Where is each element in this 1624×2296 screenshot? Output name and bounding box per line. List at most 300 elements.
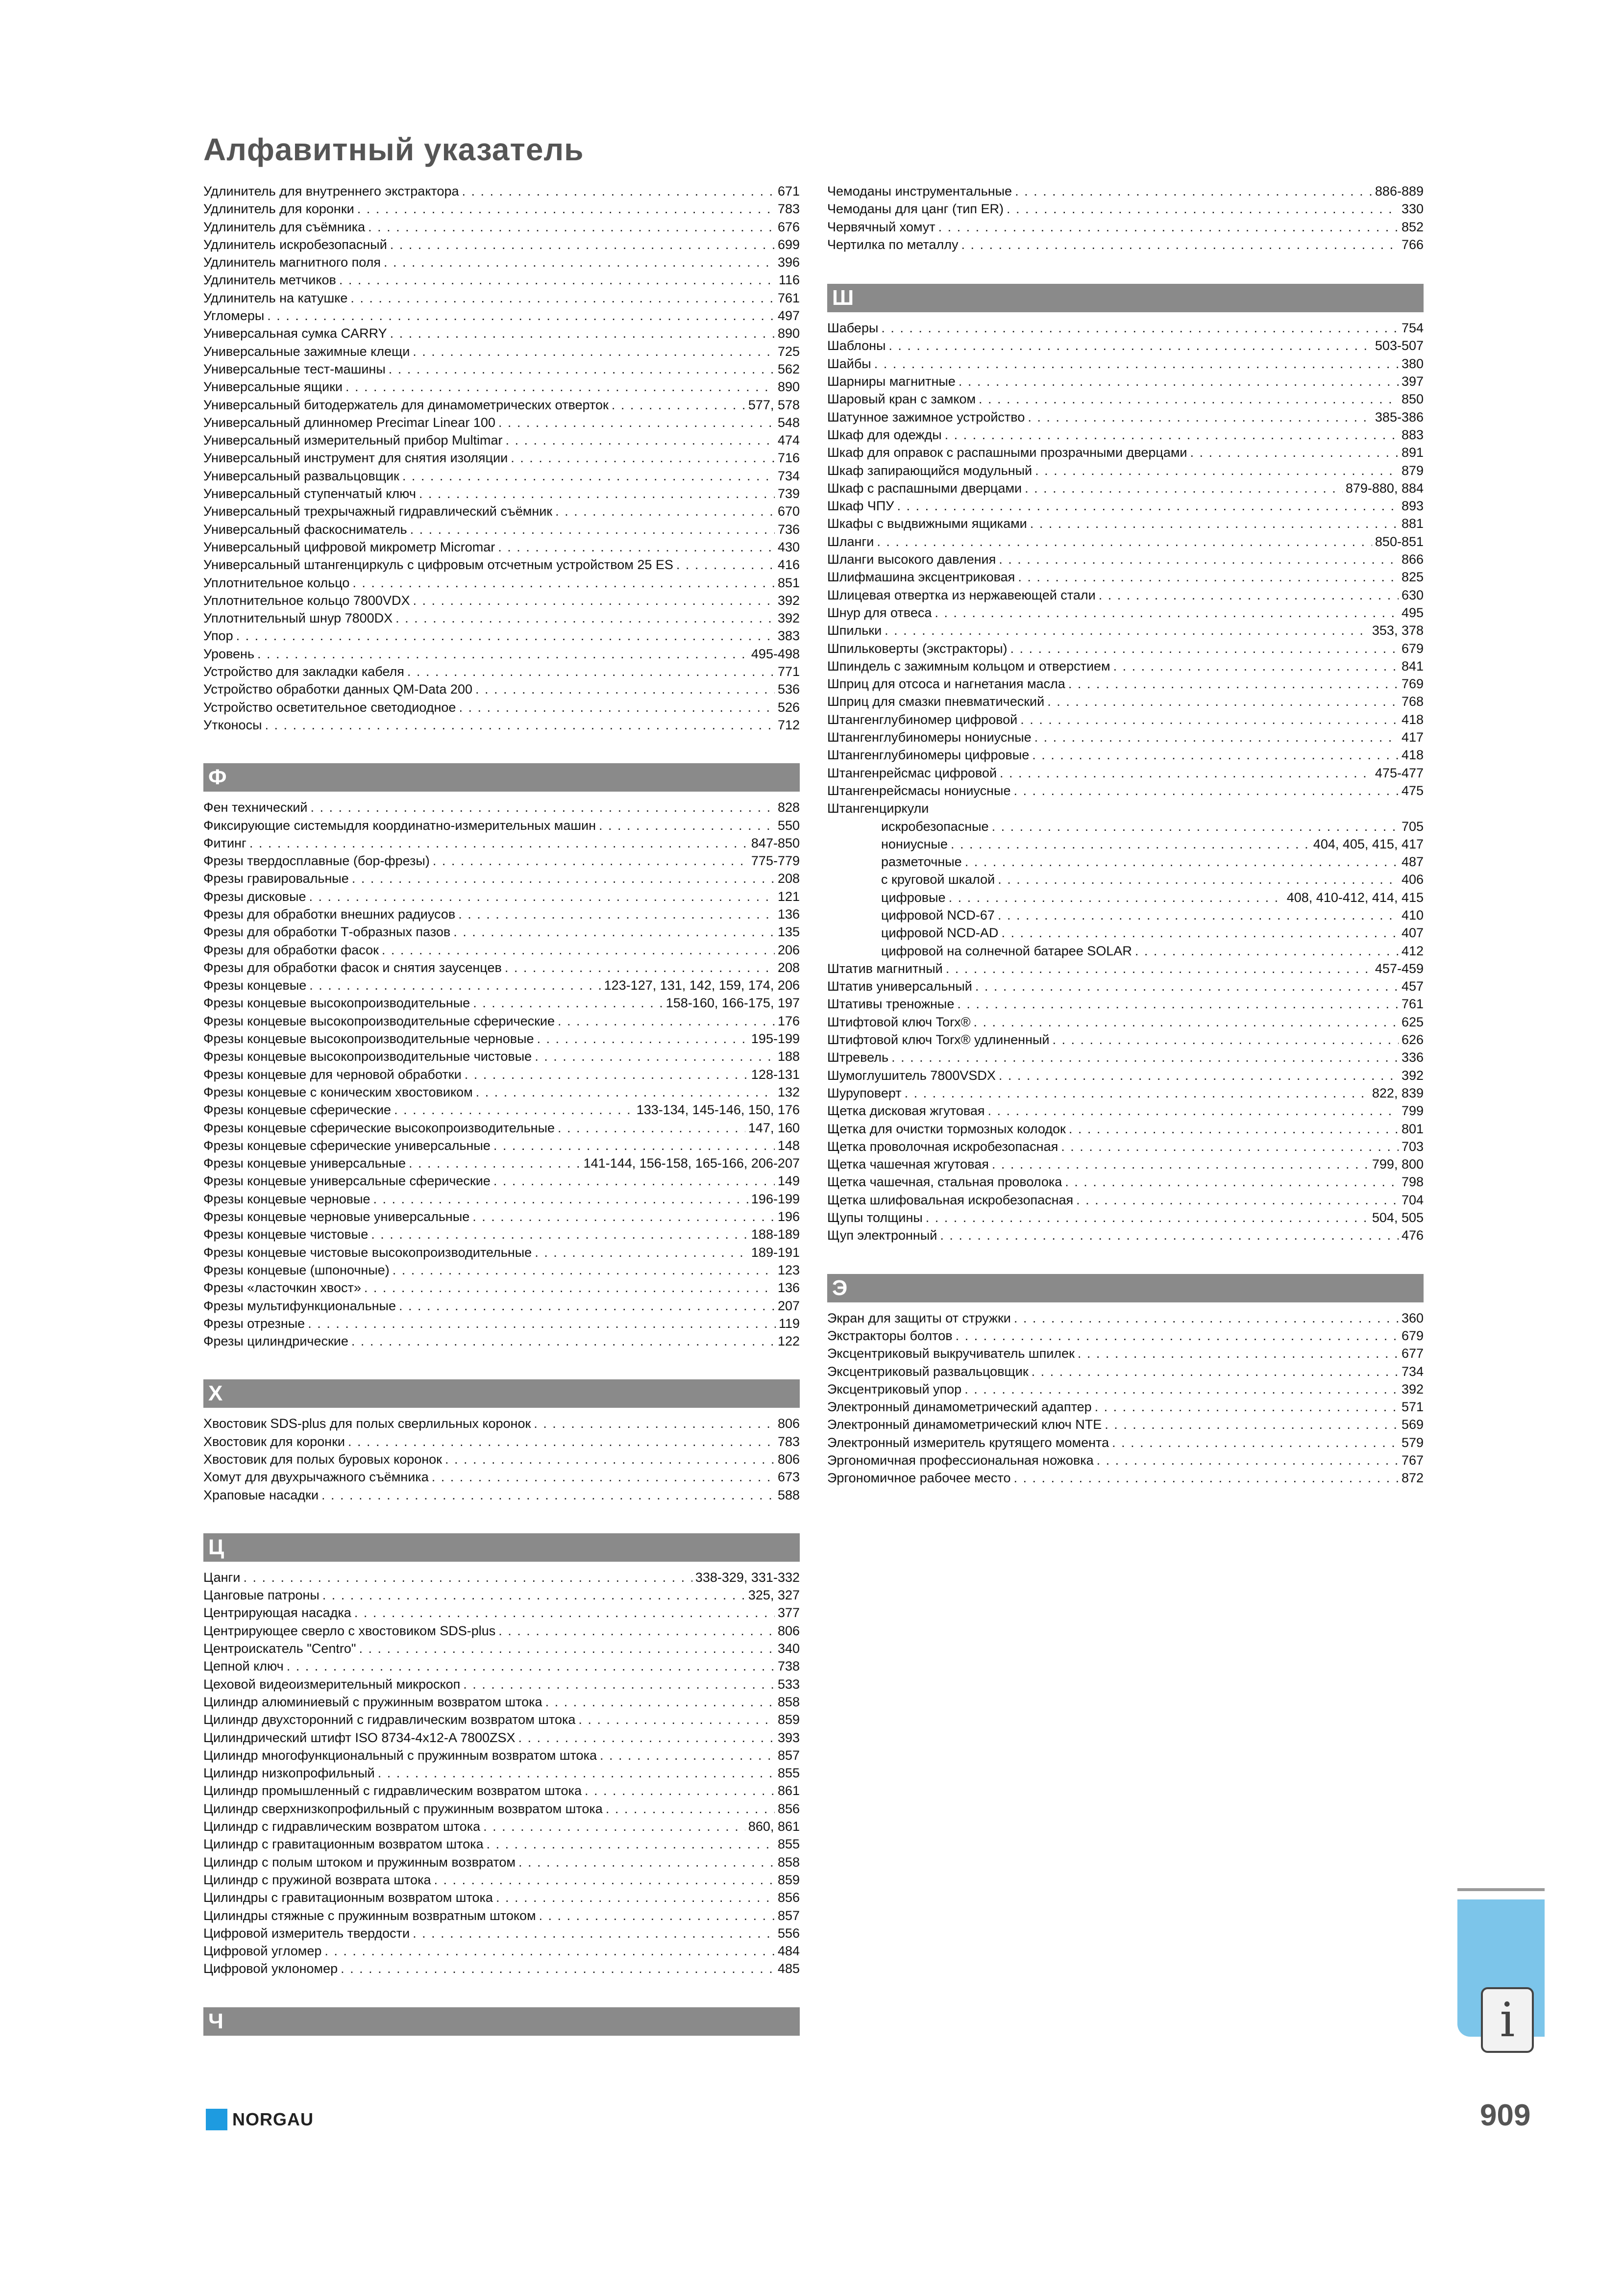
- dot-leader: [979, 390, 1399, 408]
- index-entry: [203, 716, 800, 734]
- entry-page: 577, 578: [748, 397, 800, 412]
- dot-leader: [462, 182, 775, 200]
- index-entry: [827, 640, 1424, 657]
- dot-leader: [1010, 640, 1399, 657]
- index-entry: [203, 360, 800, 378]
- dot-leader: [539, 1907, 775, 1924]
- index-entry: [827, 200, 1424, 218]
- entry-page: 188-189: [751, 1227, 800, 1242]
- entry-page: 353, 378: [1372, 623, 1424, 638]
- entry-name: Удлинитель для коронки: [203, 201, 354, 217]
- index-entry: [827, 550, 1424, 568]
- index-entry: [827, 1209, 1424, 1226]
- dot-leader: [413, 343, 775, 360]
- dot-leader: [308, 1315, 776, 1332]
- dot-leader: [676, 556, 775, 574]
- dot-leader: [384, 253, 775, 271]
- index-subentry: [827, 871, 1424, 888]
- dot-leader: [545, 1693, 775, 1711]
- index-entry: [203, 182, 800, 200]
- index-entry: [203, 1675, 800, 1693]
- brand-name: NORGAU: [232, 2109, 314, 2129]
- index-entry: [203, 1261, 800, 1279]
- dot-leader: [535, 1048, 775, 1065]
- entry-page: 208: [777, 960, 800, 975]
- entry-name: Фрезы твердосплавные (бор-фрезы): [203, 853, 430, 869]
- entry-name: Шаблоны: [827, 338, 886, 353]
- entry-page: 857: [777, 1908, 800, 1923]
- dot-leader: [606, 1800, 775, 1818]
- entry-page: 338-329, 331-332: [695, 1570, 800, 1585]
- entry-page: 852: [1401, 219, 1424, 234]
- index-entry: [827, 497, 1424, 515]
- entry-name: Цилиндр алюминиевый с пружинным возвратом штока: [203, 1694, 542, 1709]
- index-entry: [203, 1279, 800, 1297]
- dot-leader: [472, 1208, 775, 1225]
- index-entry: [203, 1711, 800, 1728]
- dot-leader: [324, 1942, 775, 1960]
- entry-name: Шуруповерт: [827, 1085, 902, 1100]
- entry-name: Эргономичное рабочее место: [827, 1471, 1011, 1486]
- entry-page: 504, 505: [1372, 1210, 1424, 1225]
- entry-name: Универсальный цифровой микрометр Micromar: [203, 539, 495, 554]
- entry-name: Центрирующее сверло с хвостовиком SDS-plus: [203, 1623, 496, 1638]
- index-entry: [827, 746, 1424, 764]
- index-entry: [203, 852, 800, 870]
- entry-page: 195-199: [751, 1031, 800, 1047]
- dot-leader: [1065, 1173, 1399, 1191]
- dot-leader: [1015, 182, 1372, 200]
- index-entry: [203, 1450, 800, 1468]
- index-entry: [203, 609, 800, 627]
- entry-page: 392: [777, 611, 800, 626]
- entry-page: 879: [1401, 463, 1424, 478]
- entry-name: Фрезы концевые высокопроизводительные черновые: [203, 1031, 534, 1047]
- entry-name: Щетка для очистки тормозных колодок: [827, 1121, 1066, 1136]
- entry-name: Фрезы концевые высокопроизводительные сферические: [203, 1013, 555, 1028]
- index-entry: [203, 1586, 800, 1604]
- index-entry: [827, 711, 1424, 728]
- dot-leader: [1076, 1191, 1399, 1209]
- entry-page: 799, 800: [1372, 1157, 1424, 1172]
- index-entry: [203, 1622, 800, 1640]
- entry-page: 677: [1401, 1346, 1424, 1361]
- dot-leader: [475, 680, 775, 698]
- index-entry: [827, 479, 1424, 497]
- index-entry: [203, 574, 800, 592]
- dot-leader: [881, 319, 1399, 337]
- entry-name: Универсальный измерительный прибор Multimar: [203, 433, 503, 448]
- index-entry: [827, 1138, 1424, 1155]
- index-entry: [827, 1031, 1424, 1048]
- entry-page: 548: [777, 415, 800, 430]
- entry-page: 119: [778, 1316, 800, 1331]
- dot-leader: [350, 289, 775, 307]
- entry-name: Шпиндель с зажимным кольцом и отверстием: [827, 658, 1110, 674]
- entry-page: 325, 327: [748, 1588, 800, 1603]
- entry-page: 588: [777, 1487, 800, 1502]
- entry-page: 761: [777, 290, 800, 305]
- entry-page: 497: [777, 308, 800, 324]
- entry-page: 141-144, 156-158, 165-166, 206-207: [583, 1156, 800, 1171]
- index-entry: [827, 444, 1424, 461]
- dot-leader: [287, 1657, 775, 1675]
- index-entry: [203, 976, 800, 994]
- dot-leader: [459, 699, 775, 716]
- entry-page: 883: [1401, 427, 1424, 442]
- entry-name: цифровой NCD-AD: [881, 925, 999, 941]
- index-entry: [827, 1067, 1424, 1084]
- entry-name: Шлицевая отвертка из нержавеющей стали: [827, 587, 1096, 602]
- entry-name: Цепной ключ: [203, 1659, 284, 1674]
- entry-name: Цилиндр с пружиной возврата штока: [203, 1872, 431, 1887]
- index-entry: [203, 1924, 800, 1942]
- index-entry: [203, 923, 800, 941]
- dot-leader: [999, 1067, 1399, 1084]
- entry-page: 136: [777, 906, 800, 922]
- dot-leader: [493, 1137, 775, 1154]
- index-entry: [203, 1835, 800, 1853]
- index-entry: [203, 343, 800, 360]
- entry-name: Шприц для смазки пневматический: [827, 694, 1045, 709]
- index-entry: [203, 1415, 800, 1432]
- entry-page: 822, 839: [1372, 1085, 1424, 1100]
- dot-leader: [1032, 1363, 1399, 1380]
- entry-page: 377: [777, 1605, 800, 1621]
- index-entry: [203, 994, 800, 1012]
- index-entry: [203, 888, 800, 905]
- dot-leader: [453, 923, 775, 941]
- entry-name: Шайбы: [827, 356, 871, 371]
- entry-page: 392: [1401, 1068, 1424, 1083]
- dot-leader: [394, 1101, 634, 1119]
- entry-page: 188: [777, 1049, 800, 1064]
- dot-leader: [476, 1083, 775, 1101]
- index-entry: [203, 1800, 800, 1818]
- dot-leader: [445, 1450, 775, 1468]
- dot-leader: [249, 834, 748, 852]
- entry-page: 858: [777, 1694, 800, 1709]
- index-entry: [203, 1066, 800, 1083]
- entry-name: цифровой NCD-67: [881, 907, 995, 923]
- entry-page: 775-779: [751, 853, 800, 869]
- entry-page: 625: [1401, 1014, 1424, 1029]
- dot-leader: [964, 1380, 1399, 1398]
- entry-page: 879-880, 884: [1345, 480, 1424, 496]
- entry-page: 556: [777, 1925, 800, 1941]
- index-entry: [203, 1604, 800, 1622]
- index-entry: [827, 675, 1424, 693]
- index-entry: [203, 1693, 800, 1711]
- entry-page: 392: [1401, 1381, 1424, 1397]
- entry-name: Фрезы концевые чистовые: [203, 1227, 369, 1242]
- index-entry: [827, 1226, 1424, 1244]
- index-entry: [203, 1853, 800, 1871]
- index-entry: [827, 1434, 1424, 1451]
- entry-name: Центрирующая насадка: [203, 1605, 351, 1621]
- dot-leader: [434, 1871, 775, 1889]
- entry-page: 841: [1401, 658, 1424, 674]
- section-header: Х: [203, 1379, 800, 1408]
- dot-leader: [236, 627, 775, 645]
- entry-page: 679: [1401, 1328, 1424, 1343]
- index-entry: [827, 782, 1424, 799]
- index-subentry: [827, 906, 1424, 924]
- entry-page: 122: [777, 1334, 800, 1349]
- entry-page: 855: [777, 1766, 800, 1781]
- entry-page: 149: [777, 1173, 800, 1189]
- index-entry: [203, 467, 800, 485]
- entry-name: Шприц для отсоса и нагнетания масла: [827, 676, 1065, 692]
- dot-leader: [949, 889, 1284, 906]
- entry-name: Утконосы: [203, 717, 262, 732]
- index-entry: [203, 1569, 800, 1586]
- index-entry: [203, 592, 800, 609]
- entry-name: Удлинитель магнитного поля: [203, 255, 381, 270]
- index-entry: [203, 449, 800, 467]
- index-entry: [827, 1102, 1424, 1120]
- entry-name: Щетка проволочная искробезопасная: [827, 1139, 1058, 1154]
- entry-page: 416: [777, 557, 800, 573]
- entry-name: Цифровой измеритель твердости: [203, 1925, 410, 1941]
- entry-name: Шнур для отвеса: [827, 605, 932, 620]
- entry-page: 208: [777, 871, 800, 886]
- index-subentry: [827, 942, 1424, 960]
- index-column-right: [827, 182, 1424, 1487]
- dot-leader: [410, 521, 775, 538]
- entry-name: Центроискатель "Centro": [203, 1641, 356, 1656]
- entry-page: 550: [777, 818, 800, 833]
- entry-name: Фрезы гравировальные: [203, 871, 349, 886]
- dot-leader: [555, 502, 775, 520]
- entry-name: цифровой на солнечной батарее SOLAR: [881, 943, 1132, 958]
- entry-page: 851: [777, 575, 800, 590]
- index-entry: [203, 502, 800, 520]
- dot-leader: [498, 414, 775, 431]
- entry-page: 380: [1401, 356, 1424, 371]
- entry-name: Чемоданы инструментальные: [827, 184, 1012, 199]
- entry-page: 385-386: [1375, 409, 1424, 424]
- dot-leader: [1095, 1398, 1399, 1416]
- entry-name: Цилиндр с гравитационным возвратом штока: [203, 1837, 484, 1852]
- index-entry: [203, 834, 800, 852]
- entry-page: 716: [777, 450, 800, 466]
- entry-page: 734: [1401, 1364, 1424, 1379]
- entry-name: Шкаф ЧПУ: [827, 499, 894, 514]
- entry-name: Фрезы для обработки фасок: [203, 942, 379, 957]
- entry-page: 123-127, 131, 142, 159, 174, 206: [604, 978, 800, 993]
- entry-page: 798: [1401, 1174, 1424, 1190]
- dot-leader: [1112, 1434, 1399, 1451]
- dot-leader: [354, 1604, 775, 1622]
- dot-leader: [518, 1729, 775, 1747]
- dot-leader: [348, 1433, 775, 1450]
- entry-name: Штативы треножные: [827, 997, 955, 1012]
- entry-name: Цилиндр двухсторонний с гидравлическим возвратом штока: [203, 1712, 576, 1727]
- dot-leader: [322, 1586, 745, 1604]
- entry-name: Удлинитель для внутреннего экстрактора: [203, 184, 459, 199]
- index-entry: [203, 941, 800, 959]
- dot-leader: [402, 467, 775, 485]
- entry-page: 571: [1401, 1399, 1424, 1415]
- entry-name: Фрезы цилиндрические: [203, 1334, 348, 1349]
- entry-page: 861: [777, 1783, 800, 1798]
- index-entry: [827, 408, 1424, 426]
- entry-name: Штатив магнитный: [827, 961, 943, 976]
- dot-leader: [988, 1102, 1399, 1120]
- index-entry: [203, 1960, 800, 1977]
- entry-page: 158-160, 166-175, 197: [665, 996, 800, 1011]
- dot-leader: [393, 1261, 775, 1279]
- dot-leader: [1034, 728, 1399, 746]
- entry-page: 859: [777, 1712, 800, 1727]
- index-subentry: [827, 924, 1424, 942]
- index-entry: [203, 289, 800, 307]
- index-entry: [203, 799, 800, 816]
- entry-name: Шкаф с распашными дверцами: [827, 480, 1022, 496]
- entry-name: Хомут для двухрычажного съёмника: [203, 1470, 429, 1485]
- dot-leader: [395, 609, 775, 627]
- entry-name: Фрезы для обработки внешних радиусов: [203, 906, 456, 922]
- entry-page: 406: [1401, 872, 1424, 887]
- entry-page: 135: [777, 924, 800, 940]
- entry-name: Универсальный ступенчатый ключ: [203, 486, 416, 501]
- dot-leader: [959, 373, 1399, 390]
- index-entry: [203, 905, 800, 923]
- dot-leader: [945, 426, 1399, 444]
- entry-name: Щетка чашечная жгутовая: [827, 1157, 989, 1172]
- entry-name: Универсальный развальцовщик: [203, 468, 399, 483]
- dot-leader: [413, 1924, 775, 1942]
- entry-page: 671: [777, 184, 800, 199]
- dot-leader: [897, 497, 1399, 515]
- index-entry: [203, 271, 800, 289]
- section-header: Ц: [203, 1533, 800, 1562]
- entry-name: Удлинитель метчиков: [203, 273, 336, 288]
- index-entry: [827, 995, 1424, 1013]
- index-entry: [203, 1332, 800, 1350]
- entry-name: Фрезы отрезные: [203, 1316, 305, 1331]
- entry-page: 412: [1401, 943, 1424, 958]
- dot-leader: [409, 1154, 581, 1172]
- index-subentry: [827, 818, 1424, 835]
- entry-name: Фиксирующие системыдля координатно-измерительных машин: [203, 818, 596, 833]
- section-header: Ш: [827, 284, 1424, 312]
- index-entry: [203, 959, 800, 976]
- entry-name: Универсальный длинномер Precimar Linear 100: [203, 415, 495, 430]
- entry-name: Шлифмашина эксцентриковая: [827, 570, 1015, 585]
- entry-page: 679: [1401, 641, 1424, 656]
- entry-page: 768: [1401, 694, 1424, 709]
- dot-leader: [473, 994, 663, 1012]
- entry-page: 569: [1401, 1417, 1424, 1432]
- dot-leader: [1078, 1345, 1399, 1362]
- entry-name: Экран для защиты от стружки: [827, 1310, 1011, 1325]
- index-entry: [203, 200, 800, 218]
- entry-page: 196-199: [751, 1191, 800, 1206]
- entry-page: 407: [1401, 925, 1424, 941]
- dot-leader: [506, 431, 775, 449]
- index-entry: [203, 663, 800, 680]
- entry-name: Фрезы концевые черновые универсальные: [203, 1209, 470, 1224]
- entry-name: Штревель: [827, 1050, 889, 1065]
- dot-leader: [940, 1226, 1399, 1244]
- entry-name: Уплотнительное кольцо: [203, 575, 350, 590]
- index-entry: [827, 977, 1424, 995]
- entry-name: Шпильковерты (экстракторы): [827, 641, 1008, 656]
- entry-name: Чемоданы для цанг (тип ER): [827, 201, 1004, 217]
- dot-leader: [1030, 515, 1399, 532]
- entry-name: Цифровой уклономер: [203, 1961, 338, 1976]
- entry-page: 360: [1401, 1310, 1424, 1325]
- index-entry: [203, 627, 800, 645]
- entry-name: Универсальные ящики: [203, 379, 343, 395]
- entry-name: Штангенглубиномер цифровой: [827, 712, 1018, 727]
- dot-leader: [599, 817, 775, 834]
- index-entry: [203, 218, 800, 236]
- entry-name: Хвостовик для коронки: [203, 1434, 345, 1449]
- entry-name: Цилиндр многофункциональный с пружинным возвратом штока: [203, 1747, 597, 1763]
- dot-leader: [465, 1066, 748, 1083]
- dot-leader: [399, 1297, 775, 1315]
- dot-leader: [888, 337, 1372, 354]
- entry-name: Фрезы концевые высокопроизводительные: [203, 996, 470, 1011]
- index-entry: [827, 1048, 1424, 1066]
- entry-page: 761: [1401, 997, 1424, 1012]
- index-entry: [827, 1120, 1424, 1138]
- dot-leader: [535, 1244, 748, 1261]
- index-entry: [827, 728, 1424, 746]
- dot-leader: [1035, 462, 1399, 479]
- index-entry: [203, 1907, 800, 1924]
- entry-name: Шаберы: [827, 321, 879, 336]
- entry-name: Удлинитель для съёмника: [203, 219, 366, 234]
- entry-page: 806: [777, 1416, 800, 1431]
- dot-leader: [951, 835, 1310, 853]
- dot-leader: [511, 449, 775, 467]
- entry-page: 579: [1401, 1435, 1424, 1450]
- index-entry: [827, 355, 1424, 373]
- dot-leader: [956, 1327, 1399, 1345]
- entry-name: с круговой шкалой: [881, 872, 995, 887]
- dot-leader: [1099, 586, 1399, 604]
- dot-leader: [578, 1711, 775, 1728]
- index-entry: [827, 1084, 1424, 1102]
- index-entry: [827, 1398, 1424, 1416]
- entry-name: Цилиндр с гидравлическим возвратом штока: [203, 1819, 481, 1834]
- entry-name: Цилиндры с гравитационным возвратом штока: [203, 1890, 493, 1905]
- page-number: 909: [1480, 2098, 1531, 2132]
- dot-leader: [537, 1030, 748, 1048]
- dot-leader: [458, 905, 775, 923]
- entry-name: цифровые: [881, 890, 946, 905]
- entry-page: 562: [777, 361, 800, 376]
- entry-page: 783: [777, 201, 800, 217]
- index-entry: [203, 1640, 800, 1657]
- entry-page: 626: [1401, 1032, 1424, 1048]
- dot-leader: [1013, 782, 1398, 799]
- entry-name: Хвостовик SDS-plus для полых сверлильных коронок: [203, 1416, 531, 1431]
- entry-page: 176: [777, 1013, 800, 1028]
- entry-page: 408, 410-412, 414, 415: [1286, 890, 1424, 905]
- entry-name: искробезопасные: [881, 819, 989, 834]
- index-entry: [827, 693, 1424, 710]
- entry-page: 474: [777, 433, 800, 448]
- entry-page: 705: [1401, 819, 1424, 834]
- dot-leader: [1028, 408, 1372, 426]
- index-entry: [827, 218, 1424, 236]
- index-entry: [827, 1363, 1424, 1380]
